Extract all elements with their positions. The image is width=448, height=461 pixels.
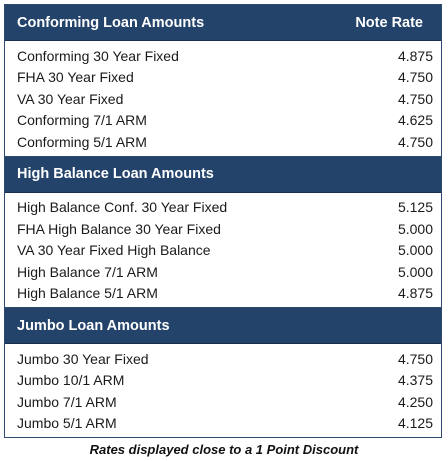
- note-rate-value: 5.000: [397, 263, 433, 280]
- section-header-conforming: [5, 5, 441, 41]
- note-rate-value: 5.000: [397, 220, 433, 237]
- section-title: High Balance Loan Amounts: [17, 166, 214, 182]
- rates-footnote: Rates displayed close to a 1 Point Discount: [89, 442, 359, 457]
- loan-program-name: Conforming 30 Year Fixed: [17, 47, 179, 64]
- loan-program-name: VA 30 Year Fixed: [17, 90, 124, 107]
- loan-program-name: High Balance Conf. 30 Year Fixed: [17, 199, 228, 216]
- section-body-conforming: [5, 41, 441, 157]
- table-row: [17, 218, 433, 240]
- note-rate-value: 4.750: [397, 90, 433, 107]
- note-rate-value: 5.125: [397, 199, 433, 216]
- loan-program-name: Jumbo 5/1 ARM: [17, 415, 117, 432]
- table-row: [17, 283, 433, 305]
- loan-program-name: Jumbo 7/1 ARM: [17, 393, 117, 410]
- section-header-jumbo: [5, 308, 441, 344]
- loan-program-name: Jumbo 30 Year Fixed: [17, 350, 149, 367]
- table-row: [17, 261, 433, 283]
- table-row: [17, 88, 433, 110]
- table-row: [17, 391, 433, 413]
- table-row: [17, 67, 433, 89]
- table-row: [17, 348, 433, 370]
- loan-program-name: High Balance 7/1 ARM: [17, 263, 158, 280]
- loan-program-name: High Balance 5/1 ARM: [17, 285, 158, 302]
- table-row: [17, 110, 433, 132]
- loan-program-name: FHA 30 Year Fixed: [17, 69, 134, 86]
- loan-program-name: VA 30 Year Fixed High Balance: [17, 242, 211, 259]
- note-rate-value: 4.750: [397, 350, 433, 367]
- section-title: Jumbo Loan Amounts: [17, 317, 170, 334]
- note-rate-value: 4.625: [397, 112, 433, 129]
- section-body-high-balance: [5, 193, 441, 309]
- rates-table: [4, 4, 442, 438]
- section-body-jumbo: [5, 344, 441, 437]
- note-rate-value: 4.875: [397, 285, 433, 302]
- note-rate-value: 4.750: [397, 69, 433, 86]
- table-row: [17, 197, 433, 219]
- section-title: Conforming Loan Amounts: [17, 14, 205, 31]
- note-rate-value: 4.750: [397, 133, 433, 150]
- note-rate-column-header: Note Rate: [355, 14, 423, 31]
- table-row: [17, 131, 433, 153]
- note-rate-value: 4.250: [397, 393, 433, 410]
- note-rate-value: 5.000: [397, 242, 433, 259]
- table-row: [17, 45, 433, 67]
- loan-program-name: FHA High Balance 30 Year Fixed: [17, 220, 221, 237]
- note-rate-value: 4.125: [397, 415, 433, 432]
- table-row: [17, 413, 433, 435]
- section-header-high-balance: [5, 157, 441, 193]
- table-row: [17, 240, 433, 262]
- note-rate-value: 4.375: [397, 372, 433, 389]
- loan-program-name: Jumbo 10/1 ARM: [17, 372, 125, 389]
- table-row: [17, 370, 433, 392]
- note-rate-value: 4.875: [397, 47, 433, 64]
- loan-program-name: Conforming 7/1 ARM: [17, 112, 147, 129]
- loan-program-name: Conforming 5/1 ARM: [17, 133, 147, 150]
